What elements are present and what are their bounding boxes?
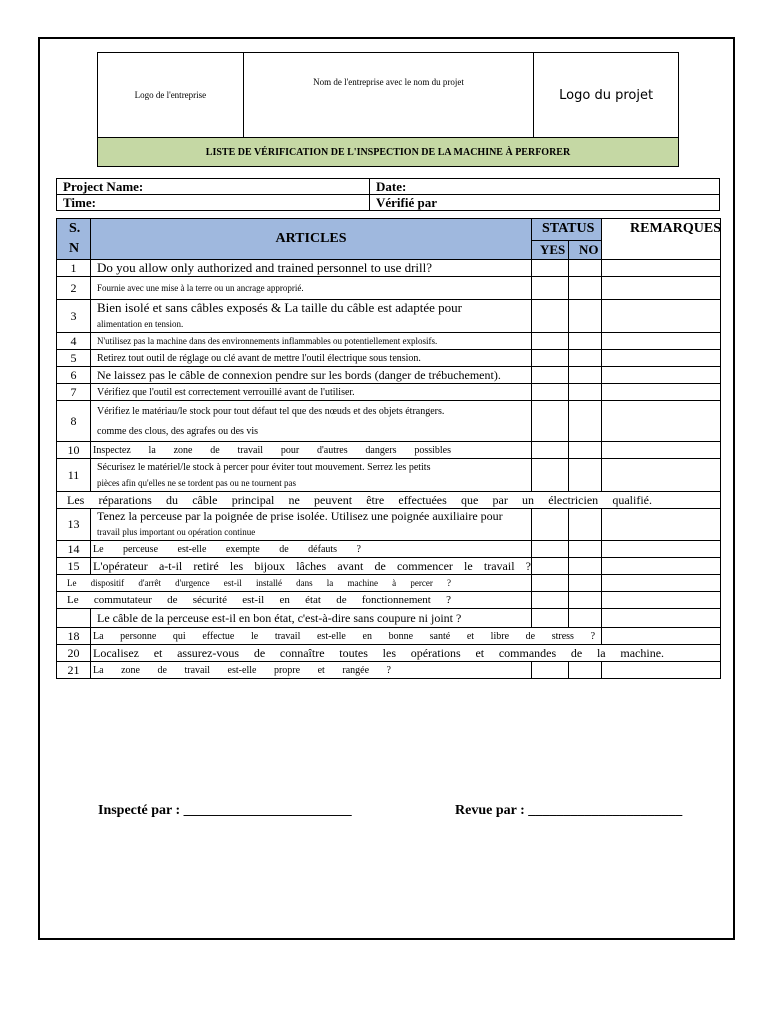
remarks-cell[interactable] <box>602 575 721 592</box>
no-cell[interactable] <box>569 459 602 492</box>
row-number: 1 <box>57 260 91 277</box>
yes-cell[interactable] <box>532 350 569 367</box>
article-text: La personne qui effectue le travail est-elle en bonne santé et libre de stress ? <box>91 628 602 645</box>
info-table <box>56 178 720 211</box>
article-text: Le perceuse est-elle exempte de défauts ? <box>93 544 361 555</box>
row-number: 7 <box>57 384 91 401</box>
yes-header: YES <box>532 240 569 259</box>
verified-by-field[interactable]: Vérifié par <box>370 195 720 211</box>
time-field[interactable]: Time: <box>57 195 370 211</box>
no-cell[interactable] <box>569 367 602 384</box>
yes-cell[interactable] <box>532 260 569 277</box>
remarks-cell[interactable] <box>602 628 721 645</box>
article-text: Le commutateur de sécurité est-il en état de fonctionnement ? <box>57 592 532 609</box>
project-name-field[interactable]: Project Name: <box>57 179 370 195</box>
no-cell[interactable] <box>569 300 602 333</box>
status-header: STATUS <box>532 219 602 241</box>
no-cell[interactable] <box>569 509 602 541</box>
row-number: 5 <box>57 350 91 367</box>
remarks-cell[interactable] <box>602 277 721 300</box>
article-text: Bien isolé et sans câbles exposés & La taille du câble est adaptée pour <box>97 300 462 315</box>
no-cell[interactable] <box>569 609 602 628</box>
row-number: 15 <box>57 558 91 575</box>
article-text-continued: comme des clous, des agrafes ou des vis <box>97 426 259 437</box>
yes-cell[interactable] <box>532 367 569 384</box>
row-number: 18 <box>57 628 91 645</box>
article-text: Les réparations du câble principal ne peuvent être effectuées que par un électricien qualifié. <box>57 492 721 509</box>
row-number: 20 <box>57 645 91 662</box>
yes-cell[interactable] <box>532 384 569 401</box>
article-text: Tenez la perceuse par la poignée de prise isolée. Utilisez une poignée auxiliaire pour <box>97 509 503 523</box>
article-text: Vérifiez le matériau/le stock pour tout défaut tel que des nœuds et des objets étrangers. <box>97 406 445 417</box>
date-field[interactable]: Date: <box>370 179 720 195</box>
remarks-cell[interactable] <box>602 509 721 541</box>
no-cell[interactable] <box>569 384 602 401</box>
remarks-cell[interactable] <box>602 592 721 609</box>
project-logo-placeholder: Logo du projet <box>534 53 679 138</box>
row-number: 13 <box>57 509 91 541</box>
no-cell[interactable] <box>569 277 602 300</box>
yes-cell[interactable] <box>532 541 569 558</box>
article-text: La zone de travail est-elle propre et rangée ? <box>93 665 391 676</box>
remarks-cell[interactable] <box>602 300 721 333</box>
yes-cell[interactable] <box>532 662 569 679</box>
no-cell[interactable] <box>569 592 602 609</box>
article-text: N'utilisez pas la machine dans des environnements inflammables ou potentiellement explosifs. <box>97 336 438 346</box>
row-number <box>57 609 91 628</box>
no-cell[interactable] <box>569 260 602 277</box>
no-header: NO <box>569 240 602 259</box>
remarks-cell[interactable] <box>602 609 721 628</box>
row-number: 14 <box>57 541 91 558</box>
row-number: 4 <box>57 333 91 350</box>
row-number: 6 <box>57 367 91 384</box>
remarks-cell[interactable] <box>602 442 721 459</box>
remarks-cell[interactable] <box>602 333 721 350</box>
no-cell[interactable] <box>569 662 602 679</box>
yes-cell[interactable] <box>532 300 569 333</box>
remarks-cell[interactable] <box>602 367 721 384</box>
remarks-cell[interactable] <box>602 662 721 679</box>
yes-cell[interactable] <box>532 459 569 492</box>
article-text-continued: travail plus important ou opération continue <box>97 527 256 537</box>
header-table <box>97 52 679 167</box>
yes-cell[interactable] <box>532 277 569 300</box>
yes-cell[interactable] <box>532 401 569 442</box>
yes-cell[interactable] <box>532 442 569 459</box>
checklist-table <box>56 218 721 679</box>
article-text: Do you allow only authorized and trained personnel to use drill? <box>97 260 433 275</box>
sn-header: S. N <box>57 219 91 260</box>
row-number: 8 <box>57 401 91 442</box>
remarks-cell[interactable] <box>602 401 721 442</box>
no-cell[interactable] <box>569 350 602 367</box>
document-title: LISTE DE VÉRIFICATION DE L'INSPECTION DE LA MACHINE À PERFORER <box>98 138 679 167</box>
article-text: Vérifiez que l'outil est correctement verrouillé avant de l'utiliser. <box>97 387 355 398</box>
article-text: Retirez tout outil de réglage ou clé avant de mettre l'outil électrique sous tension. <box>97 353 421 364</box>
article-text-continued: pièces afin qu'elles ne se tordent pas ou ne tournent pas <box>97 478 297 488</box>
remarks-cell[interactable] <box>602 541 721 558</box>
article-text: Le dispositif d'arrêt d'urgence est-il installé dans la machine à percer ? <box>57 575 532 592</box>
yes-cell[interactable] <box>532 558 569 575</box>
article-text: Sécurisez le matériel/le stock à percer pour éviter tout mouvement. Serrez les petits <box>97 462 431 473</box>
article-text: Ne laissez pas le câble de connexion pendre sur les bords (danger de trébuchement). <box>97 367 501 382</box>
row-number: 2 <box>57 277 91 300</box>
article-text: Localisez et assurez-vous de connaître toutes les opérations et commandes de la machine. <box>91 645 721 662</box>
no-cell[interactable] <box>569 333 602 350</box>
no-cell[interactable] <box>569 558 602 575</box>
row-number: 11 <box>57 459 91 492</box>
remarks-cell[interactable] <box>602 260 721 277</box>
no-cell[interactable] <box>569 401 602 442</box>
article-text: Inspectez la zone de travail pour d'autres dangers possibles <box>93 445 451 456</box>
yes-cell[interactable] <box>532 333 569 350</box>
article-text: L'opérateur a-t-il retiré les bijoux lâches avant de commencer le travail ? <box>93 558 531 573</box>
remarks-cell[interactable] <box>602 384 721 401</box>
no-cell[interactable] <box>569 575 602 592</box>
yes-cell[interactable] <box>532 509 569 541</box>
row-number: 10 <box>57 442 91 459</box>
row-number: 21 <box>57 662 91 679</box>
yes-cell[interactable] <box>532 592 569 609</box>
row-number: 3 <box>57 300 91 333</box>
remarks-cell[interactable] <box>602 350 721 367</box>
article-text-continued: alimentation en tension. <box>97 319 184 329</box>
yes-cell[interactable] <box>532 575 569 592</box>
remarks-cell[interactable] <box>602 459 721 492</box>
inspected-by-signature[interactable]: Inspecté par : ________________________ <box>98 803 352 818</box>
articles-header: ARTICLES <box>91 219 532 260</box>
remarks-header: REMARQUES <box>602 219 721 260</box>
no-cell[interactable] <box>569 541 602 558</box>
company-name-placeholder: Nom de l'entreprise avec le nom du projet <box>243 53 533 138</box>
reviewed-by-signature[interactable]: Revue par : ______________________ <box>455 803 683 818</box>
no-cell[interactable] <box>569 442 602 459</box>
company-logo-placeholder: Logo de l'entreprise <box>98 53 244 138</box>
remarks-cell[interactable] <box>602 558 721 575</box>
yes-cell[interactable] <box>532 609 569 628</box>
article-text: Le câble de la perceuse est-il en bon état, c'est-à-dire sans coupure ni joint ? <box>97 610 462 625</box>
article-text: Fournie avec une mise à la terre ou un ancrage approprié. <box>97 283 304 293</box>
